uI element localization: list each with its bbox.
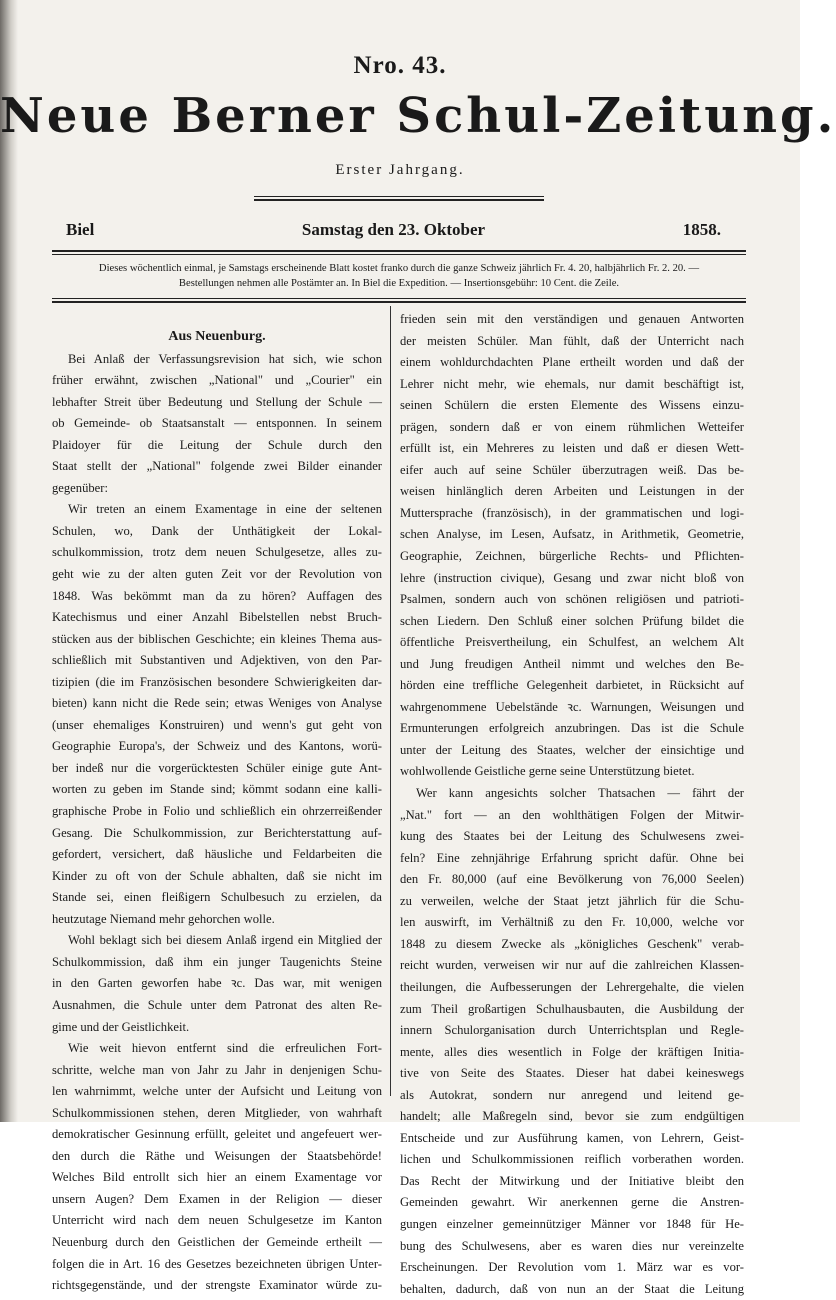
text-line: schulkommission, trotz dem neuen Schulgesetze, alles zu- — [52, 545, 382, 560]
text-line: schritte, welche man von Jahr zu Jahr in denjenigen Schu- — [52, 1062, 382, 1077]
text-line: len wahrnimmt, welche unter der Aufsicht und Leitung von — [52, 1084, 382, 1099]
text-line: Geographie Europa's, der Schweiz und des Kantons, worü- — [52, 739, 382, 754]
text-line: lebhafter Streit über Bedeutung und Stellung der Schule — — [52, 394, 382, 409]
text-line: tive von Seite des Staates. Dieser hat dabei keineswegs — [400, 1066, 744, 1081]
text-line: gungen einzelner gemeinnütziger Männer vor 1848 für He- — [400, 1216, 744, 1231]
notice-rule-bottom — [52, 301, 746, 303]
dateline-year: 1858. — [682, 220, 721, 239]
right-column — [400, 309, 744, 1300]
notice-line: Dieses wöchentlich einmal, je Samstags erscheinende Blatt kostet franko durch die ganze Schweiz jährlich Fr. 4. 20, halbjährlich Fr. 2. 20. — — [98, 263, 700, 274]
text-line: Neuenburg durch den Geistlichen der Gemeinde ertheilt — — [52, 1234, 382, 1249]
newspaper-title: Neue Berner Schul-Zeitung. — [0, 88, 836, 144]
text-line: worten zu geben im Stande sind; kömmt sodann eine kalli- — [52, 782, 382, 797]
text-line: handelt; alle Maßregeln sind, bevor sie zum endgültigen — [400, 1109, 744, 1124]
dateline-rule-bottom — [52, 254, 746, 255]
text-line: in den Garten geworfen habe ꝛc. Das war, mit wenigen — [52, 976, 382, 991]
text-line: Lehrer nicht mehr, wie ehemals, nur damit beschäftigt ist, — [400, 376, 744, 391]
text-line: den durch die Räthe und Weisungen der Staatsbehörde! — [52, 1148, 382, 1163]
text-line: reicht wurden, verweisen wir nur auf die zahlreichen Klassen- — [400, 958, 744, 973]
text-line: Kinder zu oft von der Schule abhalten, daß sie nicht im — [52, 868, 382, 883]
text-line: Wir treten an einem Examentage in eine der seltenen — [68, 502, 382, 517]
text-line: wahrgenommene Uebelstände ꝛc. Warnungen, Weisungen und — [400, 699, 744, 714]
text-line: lichen und Schulkommissionen reiflich vorberathen worden. — [400, 1152, 744, 1167]
notice-rule-top — [52, 298, 746, 299]
text-line: Entscheide und zur Ausführung kamen, von Lehrern, Geist- — [400, 1130, 744, 1145]
text-line: bieten) kann nicht die Rede sein; etwas Weniges von Analyse — [52, 696, 382, 711]
text-line: Das Recht der Mitwirkung und der Initiative bleibt den — [400, 1173, 744, 1188]
text-line: Stande sei, einen fleißigern Schulbesuch zu erzielen, da — [52, 890, 382, 905]
text-line: folgen die in Art. 16 des Gesetzes bezeichneten übrigen Unter- — [52, 1256, 382, 1271]
text-line: mente, alles dies wesentlich in Folge der kräftigen Initia- — [400, 1044, 744, 1059]
text-line: (unser ehemaliges Konstruiren) und wenn's gut geht von — [52, 717, 382, 732]
text-line: „Nat." fort — an den wohlthätigen Folgen der Mitwir- — [400, 807, 744, 822]
text-line: graphische Probe in Folio und schließlich ein ohrzerreißender — [52, 804, 382, 819]
text-line: Ausnahmen, die Schule unter dem Patronat des alten Re- — [52, 997, 382, 1012]
text-line: hörden eine treffliche Gelegenheit darbietet, in Rücksicht auf — [400, 678, 744, 693]
text-line: Unterricht wird nach dem neuen Schulgesetze im Kanton — [52, 1213, 382, 1228]
text-line: Wer kann angesichts solcher Thatsachen — fährt der — [416, 786, 744, 801]
article-title — [52, 326, 382, 348]
text-line: Ermunterungen erfolgreich anzubringen. Das ist die Schule — [400, 721, 744, 736]
dateline-date: Samstag den 23. Oktober — [301, 220, 486, 239]
text-line: Plaidoyer für die Leitung der Schule durch den — [52, 437, 382, 452]
text-line: Gesang. Die Schulkommission, zur Berichterstattung auf- — [52, 825, 382, 840]
text-line: der meisten Schüler. Man fühlt, daß der Unterricht nach — [400, 333, 744, 348]
text-line: gime und der Geistlichkeit. — [52, 1019, 190, 1034]
text-line: stücken aus der biblischen Geschichte; ein kleines Thema aus- — [52, 631, 382, 646]
text-line: und Jung freudigen Antheil nimmt und welches den Be- — [400, 656, 744, 671]
text-line: einem wohldurchdachten Plane ertheilt worden und daß der — [400, 355, 744, 370]
masthead-rule-thick — [254, 199, 544, 201]
column-divider — [390, 306, 391, 1096]
text-line: demokratischer Gesinnung erfüllt, geleitet und angefeuert wer- — [52, 1127, 382, 1142]
text-line: schließlich mit Substantiven und Adjektiven, von den Par- — [52, 653, 382, 668]
text-line: seinen Schülern die ersten Elemente des Wissens einzu- — [400, 398, 744, 413]
text-line: feln? Eine zehnjährige Erfahrung spricht dafür. Ohne bei — [400, 850, 744, 865]
text-line: ber indeß nur die vorgerücktesten Schüler einige gute Ant- — [52, 760, 382, 775]
text-line: schen Liedern. Den Schluß einer solchen Prüfung bildet die — [400, 613, 744, 628]
text-line: unsern Augen? Dem Examen in der Religion — dieser — [52, 1191, 382, 1206]
text-line: Wohl beklagt sich bei diesem Anlaß irgend ein Mitglied der — [68, 933, 382, 948]
text-line: Schulkommission, daß ihm ein junger Taugenichts Steine — [52, 954, 382, 969]
text-line: tizipien (die im Französischen besondere Schwierigkeiten dar- — [52, 674, 382, 689]
text-line: zu verweilen, welche der Staat jetzt jährlich für die Schu- — [400, 893, 744, 908]
text-line: gegenüber: — [52, 480, 108, 495]
text-line: theilungen, die Aufbesserungen der Lehrergehalte, die vielen — [400, 979, 744, 994]
text-line: bung des Schulwesens, aber es waren dies nur vereinzelte — [400, 1238, 744, 1253]
text-line: geht wie zu der alten guten Zeit vor der Revolution von — [52, 567, 382, 582]
notice-line: Bestellungen nehmen alle Postämter an. In Biel die Expedition. — Insertionsgebühr: 10 Cent. die Zeile. — [178, 277, 620, 289]
text-line: Wie weit hievon entfernt sind die erfreulichen Fort- — [68, 1041, 382, 1056]
text-line: Staat stellt der „National" folgende zwei Bilder einander — [52, 459, 382, 474]
article-title-text: Aus Neuenburg. — [168, 329, 266, 344]
text-line: Welches Bild entrollt sich hier an einem Examentage vor — [52, 1170, 382, 1185]
text-line: weisen hinlänglich deren Arbeiten und Leistungen in der — [400, 484, 744, 499]
issue-number: Nro. 43. — [353, 52, 447, 79]
text-line: richtsgegenstände, und der strengste Examinator würde zu- — [52, 1278, 382, 1293]
text-line: len auswirft, im Verhältniß zu den Fr. 10,000, welche vor — [400, 915, 744, 930]
text-line: schen Analyse, im Lesen, Aufsatz, in Arithmetik, Geometrie, — [400, 527, 744, 542]
text-line: Schulkommissionen stehen, deren Mitglieder, von wahrhaft — [52, 1105, 382, 1120]
text-line: 1848. Was bekömmt man da zu hören? Auffagen des — [52, 588, 382, 603]
text-line: Schulen, wo, Dank der Unthätigkeit der Lokal- — [52, 523, 382, 538]
dateline-rule-top — [52, 250, 746, 252]
left-column — [52, 326, 382, 1297]
text-line: unter der Leitung des Staates, welcher der einsichtige und — [400, 742, 744, 757]
dateline-place: Biel — [66, 220, 95, 239]
masthead-rule — [254, 196, 544, 197]
text-line: wohlwollende Geistliche gerne seine Unterstützung bietet. — [400, 764, 695, 779]
text-line: kung des Staates bei der Leitung des Schulwesens zwei- — [400, 829, 744, 844]
text-line: prägen, sondern daß er von einem rühmlichen Wetteifer — [400, 419, 744, 434]
text-line: zum Theil großartigen Schulhausbauten, die Ausbildung der — [400, 1001, 744, 1016]
subscription-notice — [54, 262, 744, 291]
text-line: lehre (instruction civique), Gesang und zwar nicht bloß von — [400, 570, 744, 585]
text-line: Erscheinungen. Der Revolution vom 1. März war es vor- — [400, 1260, 744, 1275]
text-line: den Fr. 80,000 (auf eine Bevölkerung von 76,000 Seelen) — [400, 872, 744, 887]
text-line: eifer auch auf seine Schüler überzutragen weiß. Das be- — [400, 462, 744, 477]
text-line: erfüllt ist, ein Mehreres zu leisten und daß er diesen Wett- — [400, 441, 744, 456]
text-line: früher erwähnt, zwischen „National" und „Courier" ein — [52, 373, 382, 388]
text-line: gefordert, versichert, daß häusliche und Feldarbeiten die — [52, 847, 382, 862]
text-line: innern Schulorganisation durch Unterrichtsplan und Regle- — [400, 1023, 744, 1038]
volume-subtitle: Erster Jahrgang. — [335, 162, 465, 178]
text-line: ob Gemeinde- ob Staatsanstalt — entsponnen. In seinem — [52, 416, 382, 431]
text-line: heutzutage Niemand mehr gehorchen wolle. — [52, 911, 275, 926]
text-line: 1848 zu diesem Zwecke als „königliches Geschenk" verab- — [400, 936, 744, 951]
text-line: Gemeinden gewahrt. Wir anerkennen gerne die Anstren- — [400, 1195, 744, 1210]
text-line: Katechismus und einer Anzahl Bibelstellen nebst Bruch- — [52, 610, 382, 625]
text-line: Geographie, Zeichnen, bürgerliche Rechts- und Pflichten- — [400, 549, 744, 564]
text-line: Muttersprache (französisch), in der grammatischen und logi- — [400, 505, 744, 520]
text-line: frieden sein mit den verständigen und genauen Antworten — [400, 312, 744, 326]
text-line: Psalmen, sondern auch von schönen religiösen und patrioti- — [400, 592, 744, 607]
text-line: Bei Anlaß der Verfassungsrevision hat sich, wie schon — [68, 351, 382, 366]
text-line: behalten, dadurch, daß von nun an der Staat die Leitung — [400, 1281, 744, 1296]
text-line: als Autokrat, sondern nur anregend und leitend ge- — [400, 1087, 744, 1102]
text-line: öffentliche Preisvertheilung, ein Schulfest, an welchem Alt — [400, 635, 744, 650]
